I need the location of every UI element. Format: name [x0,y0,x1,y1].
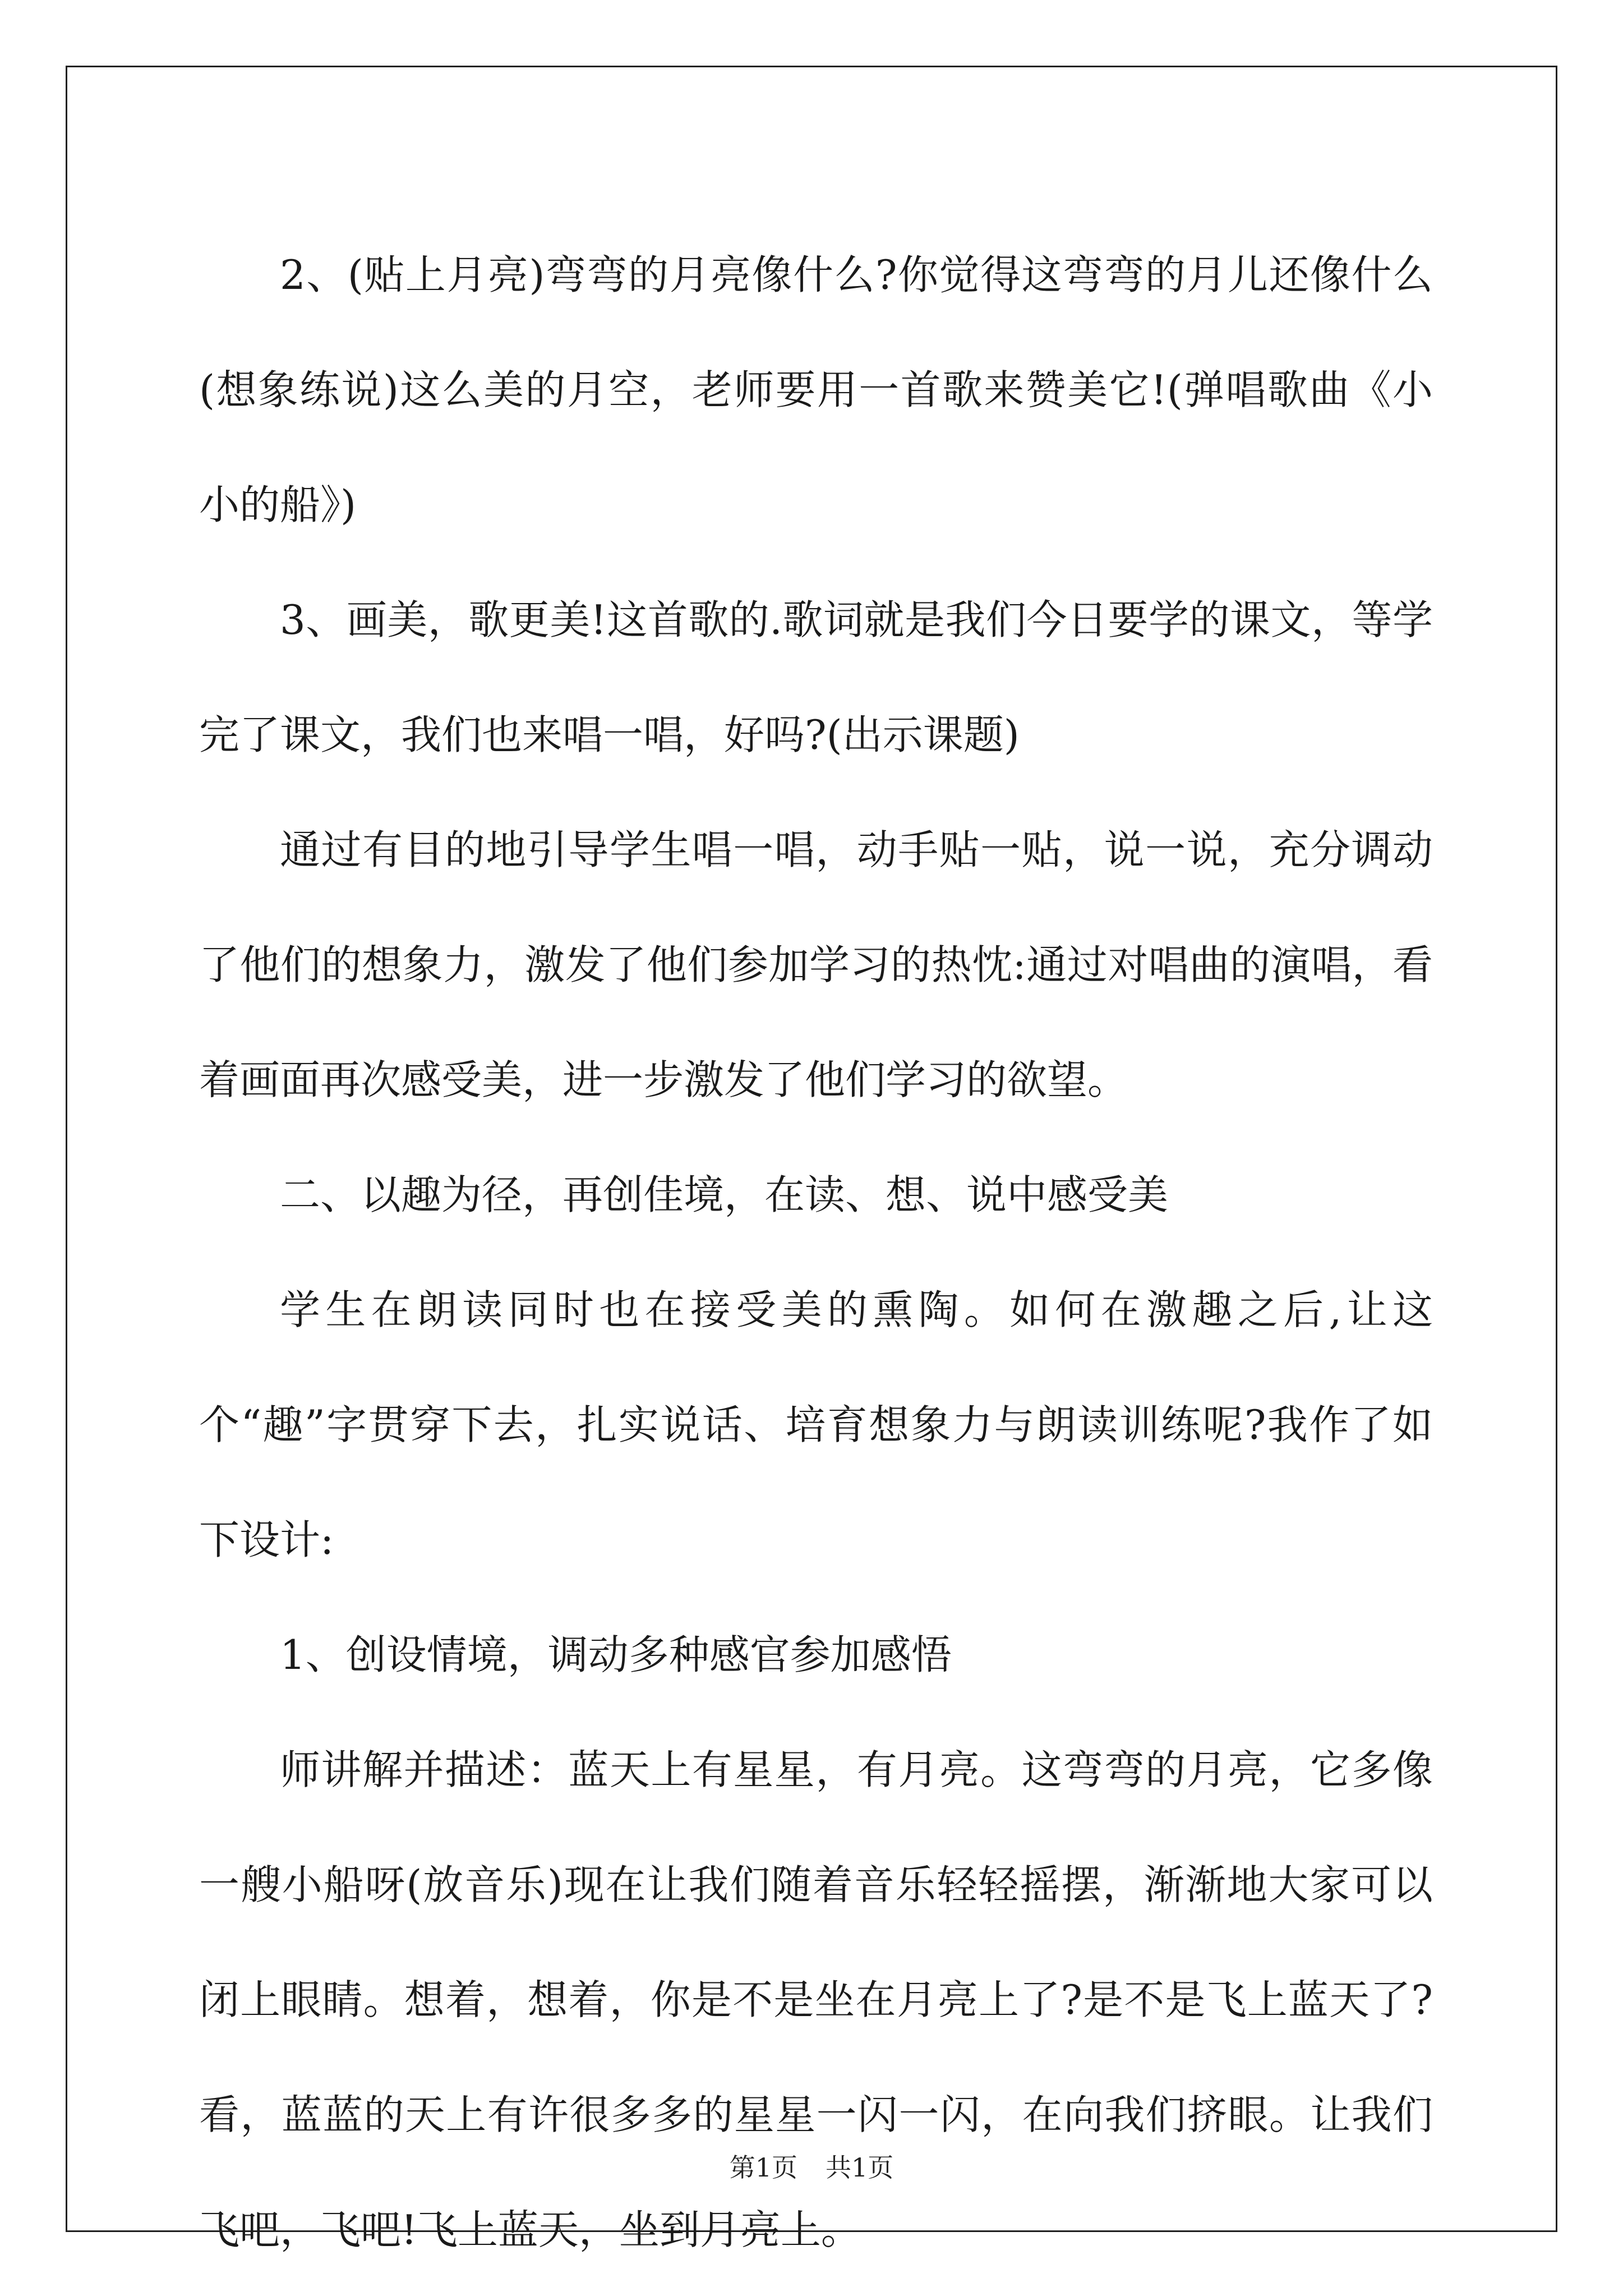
document-body [199,218,1433,2288]
page-footer [0,2147,1623,2184]
paragraph: 2、(贴上月亮)弯弯的月亮像什么?你觉得这弯弯的月儿还像什么(想象练说)这么美的月空，老师要用一首歌来赞美它!(弹唱歌曲《小小的船》) [199,251,1433,528]
page-number-total: 共1页 [826,2152,894,2183]
page-number-current: 第1页 [729,2152,797,2183]
paragraph: 通过有目的地引导学生唱一唱，动手贴一贴，说一说，充分调动了他们的想象力，激发了他们参加学习的热忱:通过对唱曲的演唱，看着画面再次感受美，进一步激发了他们学习的欲望。 [199,826,1433,1103]
paragraph: 1、创设情境，调动多种感官参加感悟 [280,1631,952,1678]
paragraph: 学生在朗读同时也在接受美的熏陶。如何在激趣之后,让这个“趣”字贯穿下去，扎实说话、培育想象力与朗读训练呢?我作了如下设计: [199,1286,1433,1563]
paragraph: 3、画美，歌更美!这首歌的.歌词就是我们今日要学的课文，等学完了课文，我们也来唱一唱，好吗?(出示课题) [199,596,1433,758]
paragraph: 二、以趣为径，再创佳境，在读、想、说中感受美 [280,1171,1169,1218]
paragraph: 师讲解并描述：蓝天上有星星，有月亮。这弯弯的月亮，它多像一艘小船呀(放音乐)现在让我们随着音乐轻轻摇摆，渐渐地大家可以闭上眼睛。想着，想着，你是不是坐在月亮上了?是不是飞上蓝天了?看，蓝蓝的天上有许很多多的星星一闪一闪，在向我们挤眼。让我们飞吧，飞吧!飞上蓝天，坐到月亮上。 [199,1746,1433,2253]
